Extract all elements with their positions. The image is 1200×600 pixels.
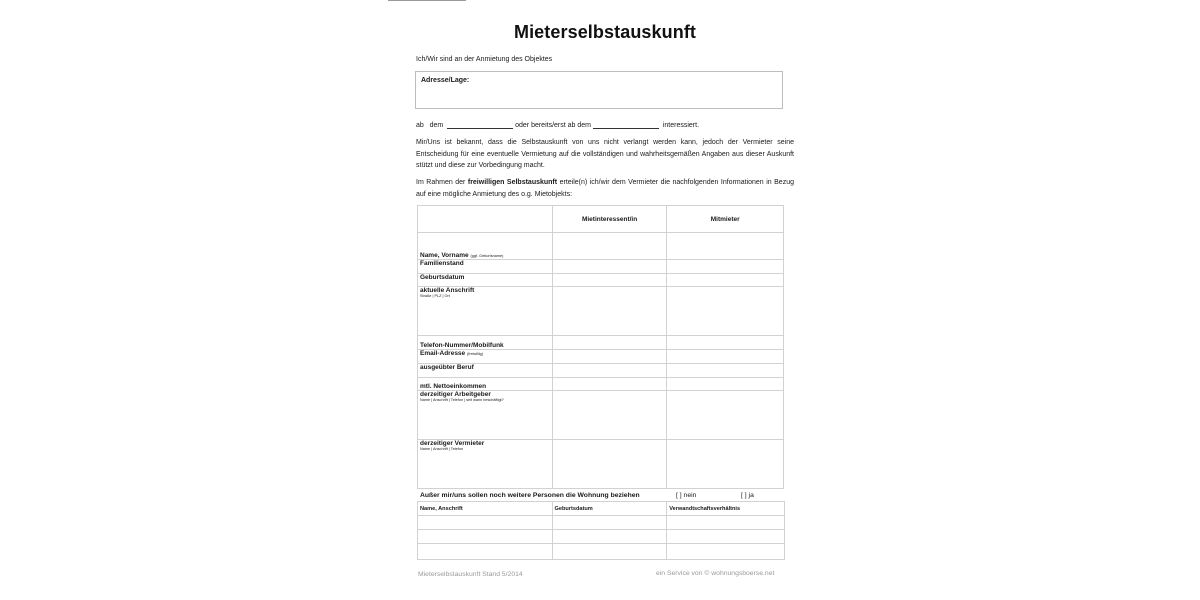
row-label-geburtsdatum: Geburtsdatum [418,274,553,287]
cell-einkommen-applicant[interactable] [552,378,667,391]
row-label-familienstand: Familienstand [418,260,553,274]
cell-geburtsdatum-comover[interactable] [667,274,784,287]
cell-beruf-applicant[interactable] [552,364,667,378]
person-cell[interactable] [667,530,785,544]
applicant-table [417,205,784,489]
form-page [410,0,800,600]
row-label-email: Email-Adresse (freiwillig) [418,350,553,364]
consent-pre: Im Rahmen der [416,179,466,186]
person-cell[interactable] [418,530,553,544]
persons-question: Außer mir/uns sollen noch weitere Personen die Wohnung beziehen [420,492,640,499]
cell-email-comover[interactable] [667,350,784,364]
address-label: Adresse/Lage: [421,77,470,84]
date-line [416,120,782,129]
intro-text: Ich/Wir sind an der Anmietung des Objektes [416,56,553,63]
person-cell[interactable] [418,516,553,530]
row-label-vermieter: derzeitiger Vermieter Name | Anschrift | Telefon [418,440,553,489]
date-dem: dem [429,122,444,129]
option-no-checkbox[interactable]: [ ] nein [676,492,697,499]
cell-vermieter-comover[interactable] [667,440,784,489]
col-header-comover: Mitmieter [667,206,784,233]
page-title: Mieterselbstauskunft [513,22,697,42]
cell-anschrift-comover[interactable] [667,287,784,336]
date-end-text: interessiert. [662,122,700,129]
cell-name-applicant[interactable] [552,233,667,260]
col-header-relation: Verwandtschaftsverhältnis [667,502,785,516]
cell-beruf-comover[interactable] [667,364,784,378]
notice-paragraph: Mir/Uns ist bekannt, dass die Selbstauskunft von uns nicht verlangt werden kann, jedoch der Vermieter seine Entscheidung für eine eventuelle Vermietung auf die vollständigen und wahrheitsgemäßen Angaben aus dieser Auskunft stützt und diese zur Vorbedingung macht. [416,139,794,169]
consent-post: erteile(n) ich/wir dem Vermieter die nachfolgenden Informationen in Bezug auf eine mögliche Anmietung des o.g. Mietobjekts: [416,179,794,198]
table-corner [418,206,553,233]
date-from-field[interactable] [447,120,513,129]
row-label-telefon: Telefon-Nummer/Mobilfunk [418,336,553,350]
person-cell[interactable] [667,516,785,530]
person-cell[interactable] [552,516,667,530]
cell-telefon-comover[interactable] [667,336,784,350]
date-ab: ab [416,122,424,129]
date-until-field[interactable] [593,120,659,129]
row-label-einkommen: mtl. Nettoeinkommen [418,378,553,391]
person-cell[interactable] [552,544,667,560]
cell-vermieter-applicant[interactable] [552,440,667,489]
consent-paragraph [416,177,794,200]
row-label-name: Name, Vorname (ggf. Geburtsname) [418,233,553,260]
person-cell[interactable] [552,530,667,544]
footer-service: ein Service von © wohnungsboerse.net [656,570,775,577]
cell-name-comover[interactable] [667,233,784,260]
cell-arbeitgeber-applicant[interactable] [552,391,667,440]
row-label-anschrift: aktuelle Anschrift Straße | PLZ | Ort [418,287,553,336]
row-label-arbeitgeber: derzeitiger Arbeitgeber Name | Anschrift | Telefon | seit wann beschäftigt? [418,391,553,440]
col-header-applicant: Mietinteressent/in [552,206,667,233]
person-cell[interactable] [667,544,785,560]
cell-einkommen-comover[interactable] [667,378,784,391]
person-cell[interactable] [418,544,553,560]
cell-telefon-applicant[interactable] [552,336,667,350]
consent-bold: freiwilligen Selbstauskunft [467,179,558,186]
cell-familienstand-applicant[interactable] [552,260,667,274]
cell-arbeitgeber-comover[interactable] [667,391,784,440]
date-middle-text: oder bereits/erst ab dem [515,122,591,129]
footer-version: Mieterselbstauskunft Stand 5/2014 [418,571,523,578]
cell-anschrift-applicant[interactable] [552,287,667,336]
col-header-birthdate: Geburtsdatum [552,502,667,516]
row-label-beruf: ausgeübter Beruf [418,364,553,378]
persons-table [417,501,785,560]
cell-geburtsdatum-applicant[interactable] [552,274,667,287]
cell-familienstand-comover[interactable] [667,260,784,274]
option-yes-checkbox[interactable]: [ ] ja [741,492,754,499]
cell-email-applicant[interactable] [552,350,667,364]
address-field[interactable] [415,71,783,109]
col-header-name-address: Name, Anschrift [418,502,553,516]
